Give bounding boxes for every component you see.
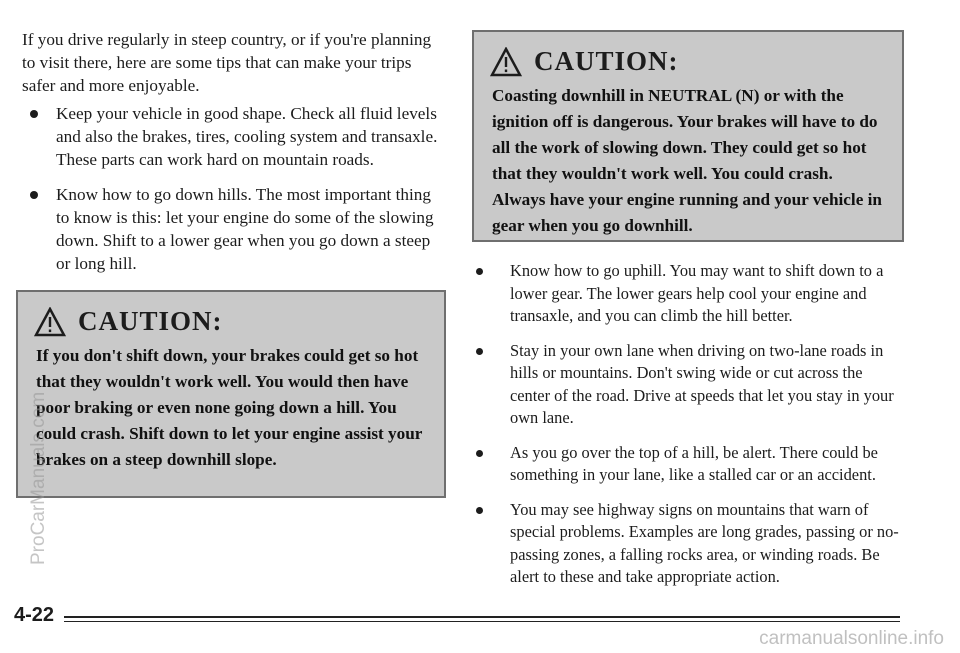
footer-divider-thin [64,621,900,622]
intro-paragraph: If you drive regularly in steep country, or if you're planning to visit there, here are some tips that can make your trips safer and more enjoyable. [22,30,432,95]
bullet-icon [30,191,38,199]
caution-text: If you don't shift down, your brakes could get so hot that they wouldn't work well. You would then have poor braking or even none going down a hill. You could crash. Shift down to let your engine assist your brakes on a steep downhill slope. [36,346,423,469]
caution-title: CAUTION: [534,46,679,76]
caution-text: Coasting downhill in NEUTRAL (N) or with the ignition off is dangerous. Your brakes will have to do all the work of slowing down. They could get so hot that they wouldn't work well. You could crash. Always have your engine running and your vehicle in gear when you go downhill. [492,86,882,235]
bullet-text: Stay in your own lane when driving on two-lane roads in hills or mountains. Don't swing wide or cut across the center of the road. Drive at speeds that let you stay in your own lane. [510,340,894,427]
caution-header [474,32,902,77]
bullet-icon [476,450,483,457]
page-number: 4-22 [14,604,55,626]
warning-triangle-icon [490,47,522,77]
bullet-icon [30,110,38,118]
bullet-text: Know how to go uphill. You may want to shift down to a lower gear. The lower gears help cool your engine and transaxle, and you can climb the hill better. [510,261,884,325]
bullet-text: You may see highway signs on mountains that warn of special problems. Examples are long grades, passing or no-passing zones, a falling rocks area, or winding roads. Be alert to these and take appropriate action. [510,499,899,586]
warning-triangle-icon [34,307,66,337]
caution-header [18,292,444,337]
list-item [476,499,906,589]
list-item [476,442,906,487]
right-bullet-list [476,260,906,601]
bullet-icon [476,268,483,275]
list-item [476,260,906,328]
bullet-text: As you go over the top of a hill, be alert. There could be something in your lane, like a stalled car or an accident. [510,442,878,484]
list-item [476,340,906,430]
bullet-icon [476,507,483,514]
watermark-vertical: ProCarManuals.com [28,391,49,565]
watermark-horizontal: carmanualsonline.info [759,628,944,649]
caution-title: CAUTION: [78,306,223,336]
left-bullet-list [22,102,447,287]
caution-box-left [16,290,446,498]
bullet-icon [476,348,483,355]
footer-divider [64,616,900,618]
list-item [22,183,447,275]
bullet-text: Keep your vehicle in good shape. Check all fluid levels and also the brakes, tires, cooling system and transaxle. These parts can work hard on mountain roads. [56,104,438,169]
caution-box-right [472,30,904,242]
bullet-text: Know how to go down hills. The most important thing to know is this: let your engine do some of the slowing down. Shift to a lower gear when you go down a steep or long hill. [56,185,434,273]
list-item [22,102,447,171]
